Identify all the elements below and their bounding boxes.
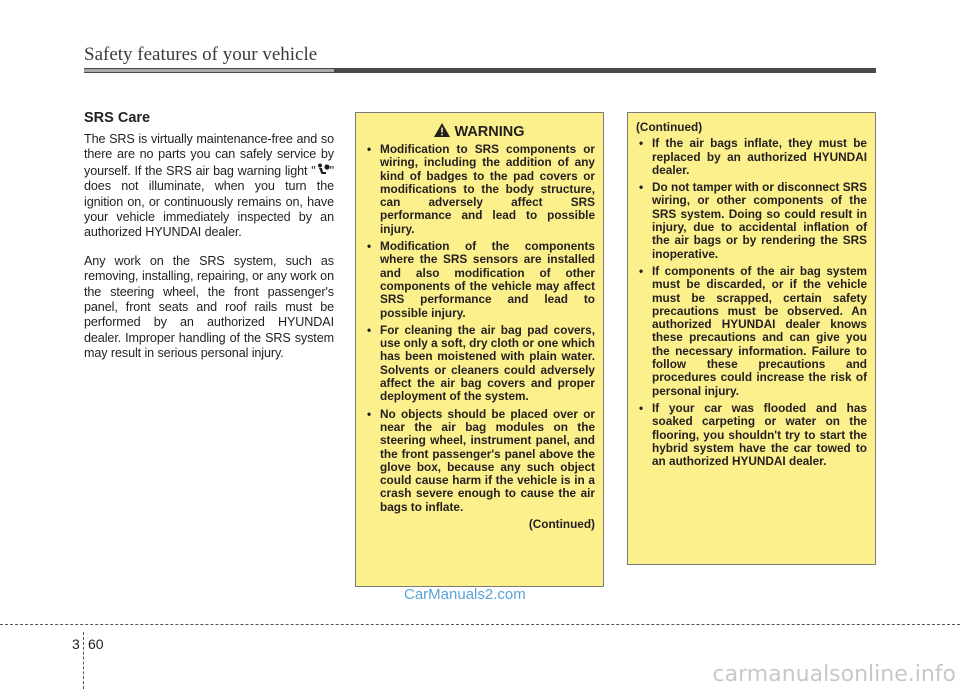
warning-list bbox=[364, 143, 595, 514]
warning-title: WARNING bbox=[454, 124, 525, 140]
continued-label: (Continued) bbox=[636, 120, 703, 134]
page-number: 60 bbox=[88, 636, 104, 652]
section-heading: SRS Care bbox=[84, 110, 151, 126]
warning-triangle-icon bbox=[434, 123, 450, 137]
warning-box bbox=[355, 112, 604, 587]
warning-continued-box bbox=[627, 112, 876, 565]
list-item: • If the air bags inflate, they must be replaced by an authorized HYUNDAI dealer. bbox=[636, 137, 867, 177]
chapter-number: 3 bbox=[72, 636, 80, 652]
footer-divider bbox=[83, 632, 84, 689]
para1-text-b: " does not illuminate, when you turn the ignition on, or continuously remains on, have your vehicle immediately inspected by an authorized HYUNDAI dealer. bbox=[84, 163, 334, 240]
list-item: • If components of the air bag system must be discarded, or if the vehicle must be scrapped, certain safety precautions must be observed. An authorized HYUNDAI dealer knows these precautions and can give you the necessary information. Failure to follow these precautions and procedures could increase the risk of personal injury. bbox=[636, 265, 867, 398]
list-item: • If your car was flooded and has soaked carpeting or water on the flooring, you shouldn't try to start the hybrid system have the car towed to an authorized HYUNDAI dealer. bbox=[636, 402, 867, 468]
header-rule-accent bbox=[84, 69, 334, 72]
srs-care-section bbox=[84, 110, 334, 375]
list-item: • For cleaning the air bag pad covers, use only a soft, dry cloth or one which has been moistened with plain water. Solvents or cleaners could adversely affect the air bag covers and proper deployment of the system. bbox=[364, 324, 595, 404]
airbag-warning-icon bbox=[316, 163, 330, 177]
list-item: • Do not tamper with or disconnect SRS wiring, or other components of the SRS system. Doing so could result in injury, due to accidental inflation of the air bags or by rendering the SRS inoperative. bbox=[636, 181, 867, 261]
watermark-carmanuals2: CarManuals2.com bbox=[404, 586, 526, 603]
list-item: • Modification to SRS components or wiring, including the addition of any kind of badges to the pad covers or modifications to the body structure, can adversely affect SRS performance and lead to possible injury. bbox=[364, 143, 595, 236]
watermark-carmanualsonline: carmanualsonline.info bbox=[712, 662, 956, 687]
warning-title-row bbox=[364, 123, 595, 140]
srs-care-paragraph-2: Any work on the SRS system, such as removing, installing, repairing, or any work on the steering wheel, the front passenger's panel, front seats and roof rails must be performed by an authorized HYUNDAI dealer. Improper handling of the SRS system may result in serious personal injury. bbox=[84, 253, 334, 361]
list-item: • Modification of the components where the SRS sensors are installed and also modification of other components of the vehicle may affect SRS performance and lead to possible injury. bbox=[364, 240, 595, 320]
continued-list bbox=[636, 137, 867, 468]
srs-care-paragraph-1 bbox=[84, 132, 334, 241]
page-header-title: Safety features of your vehicle bbox=[84, 44, 318, 65]
para1-text-a: The SRS is virtually maintenance-free and so there are no parts you can safely service by yourself. If the SRS air bag warning light " bbox=[84, 132, 334, 178]
continued-marker: (Continued) bbox=[528, 517, 595, 532]
footer-rule bbox=[0, 624, 960, 625]
list-item: • No objects should be placed over or near the air bag modules on the steering wheel, instrument panel, and the front passenger's panel above the glove box, because any such object could cause harm if the vehicle is in a crash severe enough to cause the air bags to inflate. bbox=[364, 408, 595, 514]
